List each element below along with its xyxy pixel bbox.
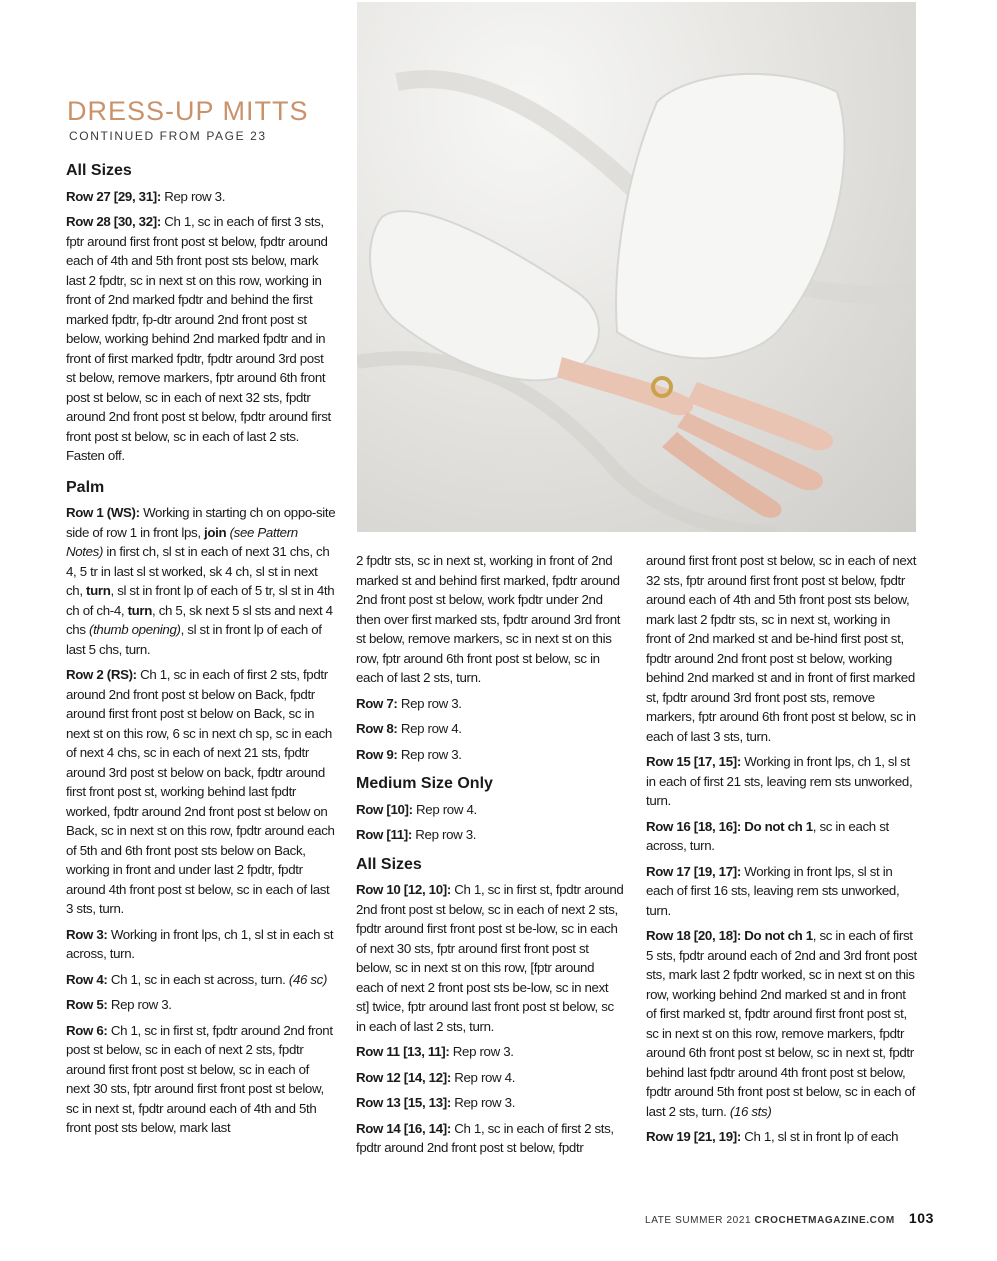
mitts-photo — [357, 2, 916, 532]
row-13: Row 13 [15, 13]: Rep row 3. — [356, 1095, 516, 1110]
row-8: Row 8: Rep row 4. — [356, 721, 462, 736]
row-15: Row 15 [17, 15]: Working in front lps, ch 1, sl st in each of first 21 sts, leaving rem sts unworked, turn. — [646, 754, 913, 808]
page-footer — [645, 1210, 934, 1226]
row-2: Row 2 (RS): Ch 1, sc in each of first 2 sts, fpdtr around 2nd front post st below on Back, fpdtr around first front post st below on Back, sc in next st on this row, 6 sc in next ch sp, sc in each of next 4 chs, sc in each of next 21 sts, fpdtr around 3rd post st below on back, fpdtr around first front post st, working behind last fpdtr worked, fpdtr around 2nd front post st below on Back, sc in next st on this row, fpdtr around each of 5th and 6th front post sts below on Back, working in front and under last 2 fpdtr, fpdtr around 4th front post st below, sc in each of last 3 sts, turn. — [66, 667, 335, 916]
page-number: 103 — [908, 1210, 934, 1226]
heading-palm: Palm — [66, 478, 105, 496]
row-16: Row 16 [18, 16]: Do not ch 1, sc in each st across, turn. — [646, 818, 889, 853]
row-4: Row 4: Ch 1, sc in each st across, turn. (46 sc) — [66, 971, 328, 987]
row-1: Row 1 (WS): Working in starting ch on oppo-site side of row 1 in front lps, join (see Pattern Notes) in first ch, sl st in each of next 31 chs, ch 4, 5 tr in last sl st worked, sk 4 ch, sl st in next ch, turn, sl st in front lp of each of 5 tr, sl st in 4th ch of ch-4, turn, ch 5, sk next 5 sl sts and next 4 chs (thumb opening), sl st in front lp of each of last 5 chs, turn. — [66, 505, 336, 657]
row-28: Row 28 [30, 32]: Ch 1, sc in each of first 3 sts, fptr around first front post st below, fpdtr around each of 4th and 5th front post sts below, mark last 2 fpdtr, sc in next st on this row, working in front of 2nd marked fpdtr and behind the first marked fpdtr, fp-dtr around 2nd front post st below, working behind 2nd marked fpdtr and in front of first marked fpdtr, fpdtr around 3rd post st below, remove markers, fptr around 6th front post st below, sc in each of next 32 sts, fpdtr around 2nd front post st below, fpdtr around first front post st below, sc in each of last 2 sts. Fasten off. — [66, 214, 331, 463]
issue-label: LATE SUMMER 2021 — [645, 1215, 755, 1226]
mitts-illustration — [357, 2, 916, 532]
row-12: Row 12 [14, 12]: Rep row 4. — [356, 1069, 516, 1085]
row-14-continued: around first front post st below, sc in each of next 32 sts, fptr around first front post st below, fpdtr around each of 4th and 5th front post sts below, mark last 2 fpdtr sts, sc in next st, working in front of 2nd marked st and be-hind first post st, fpdtr around 2nd front post st below, working behind 2nd marked st and in front of first marked st, fpdtr around 3rd front post sts, remove markers, fptr around 6th front post st below, sc in each of last 3 sts, turn. — [646, 553, 917, 744]
column-1 — [66, 157, 336, 1144]
row-5: Row 5: Rep row 3. — [66, 997, 172, 1012]
row-3: Row 3: Working in front lps, ch 1, sl st in each st across, turn. — [66, 926, 334, 961]
row-14: Row 14 [16, 14]: Ch 1, sc in each of first 2 sts, fpdtr around 2nd front post st below, fpdtr — [356, 1120, 614, 1155]
heading-medium-size-only: Medium Size Only — [356, 775, 493, 792]
site-url: CROCHETMAGAZINE.COM — [754, 1215, 895, 1226]
row-10-medium: Row [10]: Rep row 4. — [356, 801, 477, 817]
row-7: Row 7: Rep row 3. — [356, 695, 462, 711]
row-19: Row 19 [21, 19]: Ch 1, sl st in front lp of each — [646, 1129, 899, 1144]
row-17: Row 17 [19, 17]: Working in front lps, sl st in each of first 16 sts, leaving rem sts unworked, turn. — [646, 863, 900, 918]
continued-note: CONTINUED FROM PAGE 23 — [69, 129, 267, 143]
row-11-medium: Row [11]: Rep row 3. — [356, 827, 477, 842]
row-6: Row 6: Ch 1, sc in first st, fpdtr around 2nd front post st below, sc in each of next 2 sts, fpdtr around first front post st below, sc in each of next 30 sts, fptr around first front post st below, sc in next st, fpdtr around each of 4th and 5th front post sts below, mark last — [66, 1022, 333, 1135]
pattern-title: DRESS-UP MITTS — [67, 96, 309, 126]
column-2 — [356, 551, 624, 1164]
row-27: Row 27 [29, 31]: Rep row 3. — [66, 188, 226, 204]
row-9: Row 9: Rep row 3. — [356, 746, 462, 762]
row-6-continued: 2 fpdtr sts, sc in next st, working in front of 2nd marked st and behind first marked, fpdtr around 2nd front post st below, work fpdtr under 2nd then over first marked sts, fpdtr around 3rd front st below, remove markers, sc in next st on this row, fptr around 6th front post st below, sc in each of last 2 sts, turn. — [356, 553, 621, 685]
column-3 — [646, 551, 918, 1153]
row-10: Row 10 [12, 10]: Ch 1, sc in first st, fpdtr around 2nd front post st below, sc in each of next 2 sts, fpdtr around first front post st be-low, sc in each of next 30 sts, fptr around first front post st below, sc in next st on this row, [fptr around each of next 2 front post sts be-low, sc in next st] twice, fptr around last front post st below, sc in each of last 2 sts, turn. — [356, 882, 624, 1034]
heading-all-sizes-2: All Sizes — [356, 855, 422, 873]
heading-all-sizes: All Sizes — [66, 162, 132, 179]
row-18: Row 18 [20, 18]: Do not ch 1, sc in each of first 5 sts, fpdtr around each of 2nd and 3rd front post sts, mark last 2 fpdtr worked, sc in next st on this row, working behind 2nd marked st and in front of first marked st, fpdtr around first front post st, sc in next st on this row, remove markers, fpdtr around 6th front post st below, sc in next st, fpdtr behind last fpdtr around 4th front post st below, fpdtr around 5th front post st below, sc in each of last 2 sts, turn. (16 sts) — [646, 928, 917, 1119]
row-11: Row 11 [13, 11]: Rep row 3. — [356, 1044, 514, 1059]
